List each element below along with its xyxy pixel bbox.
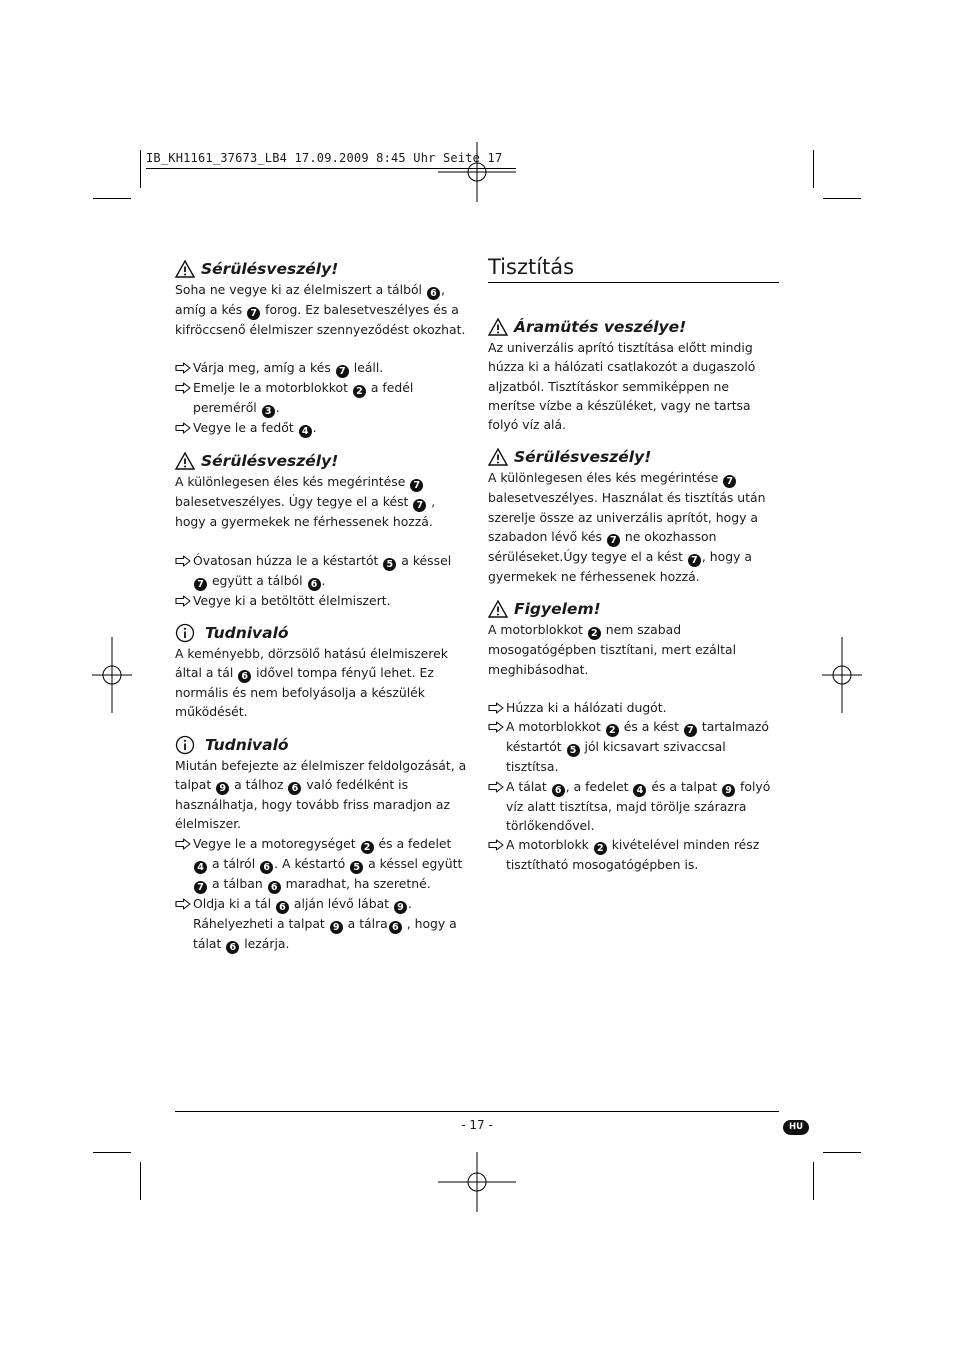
text-run: .: [321, 572, 326, 588]
step-text: [506, 777, 780, 836]
arrow-right-icon: [488, 777, 506, 796]
step-text: [506, 835, 780, 874]
part-number-badge: 6: [552, 784, 565, 797]
instruction-step: [175, 551, 467, 591]
part-number-badge: 6: [288, 782, 301, 795]
info-icon: [175, 623, 195, 643]
footer-rule: [175, 1111, 779, 1112]
part-number-badge: 6: [389, 921, 402, 934]
text-run: , a fedelet: [565, 778, 633, 794]
page-title: Tisztítás: [488, 254, 779, 283]
step-text: [506, 698, 780, 717]
part-number-badge: 5: [383, 558, 396, 571]
text-run: tartalmazó késtartót: [506, 719, 770, 755]
part-number-badge: 7: [688, 554, 701, 567]
text-run: balesetveszélyes. Használat és tisztítás után szerelje össze az univerzális aprítót, hogy a szabadon lévő kés: [488, 490, 766, 545]
text-run: leáll.: [349, 360, 384, 376]
text-run: a késsel együtt: [364, 855, 463, 871]
text-run: való fedélként is használhatja, hogy tovább friss maradjon az élelmiszer.: [175, 777, 450, 832]
section-title: Tudnivaló: [175, 622, 467, 644]
part-number-badge: 6: [226, 941, 239, 954]
section-title: Figyelem!: [488, 598, 780, 620]
section-injury-warning-1: [175, 258, 467, 438]
part-number-badge: 7: [684, 724, 697, 737]
part-number-badge: 4: [299, 425, 312, 438]
text-run: , hogy a tálat: [193, 915, 457, 951]
text-run: idővel tompa fényű lehet. Ez normális és nem befolyásolja a készülék működését.: [175, 665, 434, 720]
part-number-badge: 6: [260, 861, 273, 874]
warning-triangle-icon: [488, 447, 508, 467]
paragraph: [175, 280, 467, 339]
text-run: Vegye ki a betöltött élelmiszert.: [193, 592, 391, 608]
instruction-step: [175, 591, 467, 610]
text-run: A keményebb, dörzsölő hatású élelmiszerek által a tál: [175, 645, 448, 681]
text-run: .: [312, 420, 317, 436]
part-number-badge: 2: [594, 842, 607, 855]
right-column: [488, 316, 780, 886]
text-run: a fedél pereméről: [193, 380, 414, 416]
instruction-step: [175, 378, 467, 418]
text-run: A motorblokkot: [506, 719, 605, 735]
text-run: és a fedelet: [374, 835, 452, 851]
step-text: [193, 358, 467, 378]
part-number-badge: 6: [276, 901, 289, 914]
text-run: alján lévő lábat: [289, 895, 393, 911]
info-icon: [175, 735, 195, 755]
print-slug: IB_KH1161_37673_LB4 17.09.2009 8:45 Uhr Seite 17: [146, 151, 503, 165]
text-run: A motorblokk: [506, 837, 593, 853]
text-run: folyó víz alatt tisztítsa, majd törölje szárazra törlőkendővel.: [506, 778, 771, 833]
step-text: [193, 378, 467, 418]
arrow-right-icon: [488, 835, 506, 854]
part-number-badge: 4: [194, 861, 207, 874]
registration-mark-bottom: [438, 1152, 516, 1212]
text-run: a késsel: [397, 552, 452, 568]
arrow-right-icon: [488, 698, 506, 717]
page-number: - 17 -: [461, 1118, 493, 1132]
section-electric-shock-warning: [488, 316, 780, 434]
instruction-step: [175, 418, 467, 438]
section-injury-warning-2: [175, 450, 467, 610]
step-list: [175, 834, 467, 954]
instruction-step: [488, 698, 780, 717]
text-run: , hogy a gyermekek ne férhessenek hozzá.: [175, 494, 436, 530]
part-number-badge: 9: [394, 901, 407, 914]
slug-underline: [146, 168, 516, 169]
part-number-badge: 7: [194, 881, 207, 894]
text-run: és a kést: [619, 719, 683, 735]
text-run: Húzza ki a hálózati dugót.: [506, 699, 667, 715]
left-column: [175, 258, 467, 966]
instruction-step: [175, 894, 467, 954]
instruction-step: [175, 358, 467, 378]
part-number-badge: 6: [308, 578, 321, 591]
text-run: Várja meg, amíg a kés: [193, 360, 335, 376]
text-run: , hogy a gyermekek ne férhessenek hozzá.: [488, 549, 752, 585]
part-number-badge: 5: [350, 861, 363, 874]
text-run: A különlegesen éles kés megérintése: [488, 470, 723, 486]
step-text: [193, 418, 467, 438]
section-title: Sérülésveszély!: [175, 258, 467, 280]
part-number-badge: 7: [723, 475, 736, 488]
text-run: kivételével minden rész tisztítható mosogatógépben is.: [506, 837, 760, 873]
section-injury-warning-3: [488, 446, 780, 586]
text-run: a tálra: [343, 915, 388, 931]
paragraph: [175, 644, 467, 722]
text-run: és a talpat: [647, 778, 722, 794]
paragraph: [488, 468, 780, 586]
step-text: [193, 551, 467, 591]
section-title: Sérülésveszély!: [175, 450, 467, 472]
step-list: [175, 358, 467, 438]
part-number-badge: 7: [413, 499, 426, 512]
part-number-badge: 9: [216, 782, 229, 795]
text-run: ne okozhasson sérüléseket.Úgy tegye el a kést: [488, 529, 717, 565]
part-number-badge: 2: [606, 724, 619, 737]
section-title: Áramütés veszélye!: [488, 316, 780, 338]
arrow-right-icon: [175, 551, 193, 570]
text-run: a tálban: [208, 875, 267, 891]
arrow-right-icon: [175, 378, 193, 397]
part-number-badge: 7: [194, 578, 207, 591]
instruction-step: [488, 835, 780, 874]
text-run: Oldja ki a tál: [193, 895, 275, 911]
section-title: Sérülésveszély!: [488, 446, 780, 468]
warning-triangle-icon: [175, 451, 195, 471]
text-run: Emelje le a motorblokkot: [193, 380, 352, 396]
paragraph: [488, 338, 780, 434]
text-run: .: [275, 400, 280, 416]
language-badge: HU: [783, 1120, 809, 1135]
text-run: balesetveszélyes. Úgy tegye el a kést: [175, 494, 413, 510]
text-run: Miután befejezte az élelmiszer feldolgozását, a talpat: [175, 757, 467, 793]
part-number-badge: 4: [633, 784, 646, 797]
arrow-right-icon: [175, 358, 193, 377]
arrow-right-icon: [175, 834, 193, 853]
text-run: nem szabad mosogatógépben tisztítani, mert ezáltal meghibásodhat.: [488, 622, 737, 677]
text-run: Az univerzális aprító tisztítása előtt mindig húzza ki a hálózati csatlakozót a dugaszoló aljzatból. Tisztításkor semmiképpen ne merítse vízbe a készüléket, vagy ne tartsa folyó víz alá.: [488, 340, 756, 433]
part-number-badge: 6: [268, 881, 281, 894]
part-number-badge: 2: [588, 627, 601, 640]
text-run: jól kicsavart szivaccsal tisztítsa.: [506, 739, 726, 775]
part-number-badge: 9: [722, 784, 735, 797]
arrow-right-icon: [175, 418, 193, 437]
text-run: A tálat: [506, 778, 551, 794]
text-run: lezárja.: [240, 935, 290, 951]
section-note-2: [175, 734, 467, 954]
arrow-right-icon: [175, 591, 193, 610]
instruction-step: [175, 834, 467, 894]
step-list: [488, 698, 780, 874]
part-number-badge: 9: [330, 921, 343, 934]
warning-triangle-icon: [488, 599, 508, 619]
part-number-badge: 2: [361, 841, 374, 854]
part-number-badge: 6: [238, 670, 251, 683]
part-number-badge: 7: [607, 534, 620, 547]
arrow-right-icon: [175, 894, 193, 913]
text-run: a tálhoz: [230, 777, 288, 793]
text-run: együtt a tálból: [208, 572, 307, 588]
paragraph: [175, 756, 467, 834]
registration-mark-left: [92, 637, 132, 713]
part-number-badge: 2: [353, 385, 366, 398]
part-number-badge: 7: [336, 365, 349, 378]
text-run: A motorblokkot: [488, 622, 587, 638]
step-text: [193, 834, 467, 894]
text-run: . Ráhelyezheti a talpat: [193, 895, 412, 931]
step-text: [506, 717, 780, 776]
text-run: A különlegesen éles kés megérintése: [175, 474, 410, 490]
warning-triangle-icon: [488, 317, 508, 337]
instruction-step: [488, 777, 780, 836]
text-run: maradhat, ha szeretné.: [281, 875, 431, 891]
text-run: forog. Ez balesetveszélyes és a kifröccsenő élelmiszer szennyeződést okozhat.: [175, 302, 466, 337]
warning-triangle-icon: [175, 259, 195, 279]
part-number-badge: 7: [410, 479, 423, 492]
arrow-right-icon: [488, 717, 506, 736]
text-run: Soha ne vegye ki az élelmiszert a tálból: [175, 282, 426, 297]
section-note-1: [175, 622, 467, 722]
part-number-badge: 5: [567, 744, 580, 757]
text-run: Vegye le a motoregységet: [193, 835, 360, 851]
instruction-step: [488, 717, 780, 776]
step-list: [175, 551, 467, 610]
registration-mark-right: [822, 637, 862, 713]
step-text: [193, 591, 467, 610]
step-text: [193, 894, 467, 954]
text-run: , amíg a kés: [175, 282, 445, 317]
text-run: a tálról: [208, 855, 260, 871]
part-number-badge: 6: [427, 287, 440, 300]
text-run: Vegye le a fedőt: [193, 420, 298, 436]
paragraph: [488, 620, 780, 679]
section-attention: [488, 598, 780, 874]
text-run: . A késtartó: [274, 855, 350, 871]
section-title: Tudnivaló: [175, 734, 467, 756]
paragraph: [175, 472, 467, 531]
part-number-badge: 3: [262, 405, 275, 418]
text-run: Óvatosan húzza le a késtartót: [193, 552, 383, 568]
part-number-badge: 7: [247, 307, 260, 320]
